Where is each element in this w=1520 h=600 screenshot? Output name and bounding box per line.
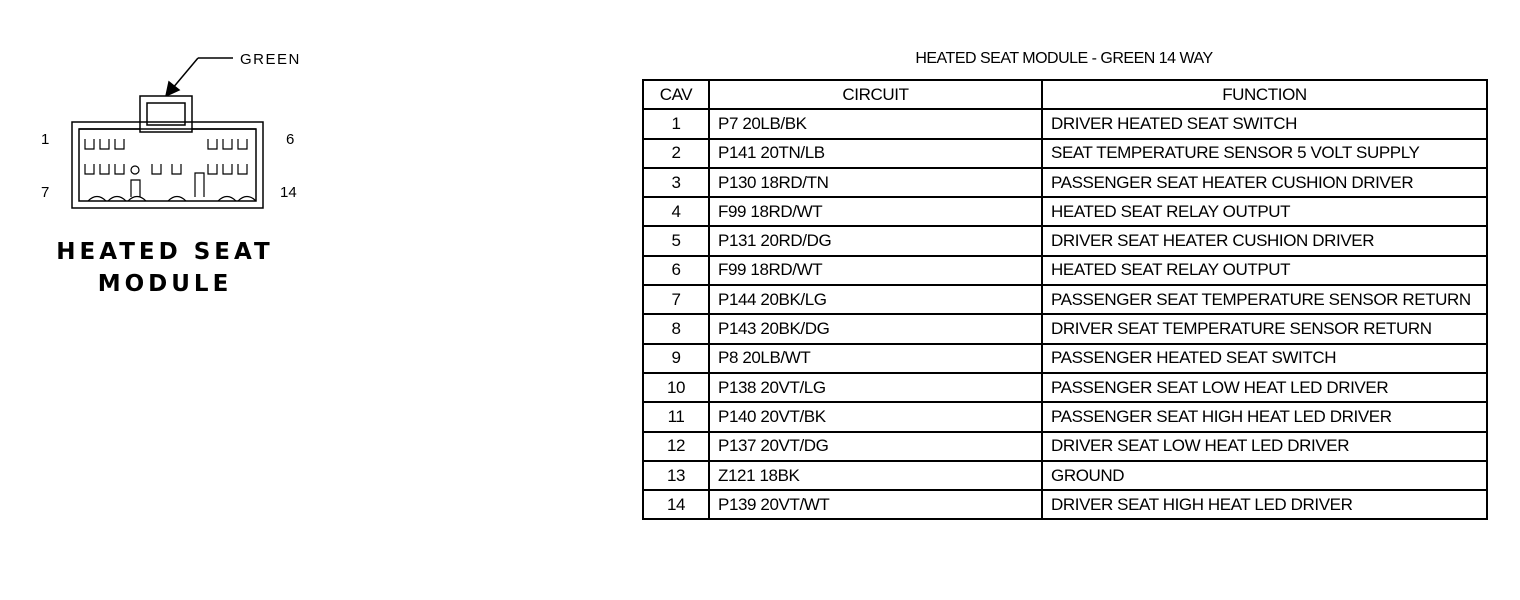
table-row xyxy=(643,373,1487,402)
table-row xyxy=(643,197,1487,226)
table-row xyxy=(643,256,1487,285)
cav-cell: 8 xyxy=(643,314,709,343)
module-title-line1: HEATED SEAT xyxy=(56,239,274,265)
key-post xyxy=(131,180,140,197)
terminal-cavity xyxy=(208,139,217,149)
cav-cell: 11 xyxy=(643,402,709,431)
key-post xyxy=(195,173,204,197)
cav-cell: 13 xyxy=(643,461,709,490)
terminal-cavity xyxy=(115,164,124,174)
function-cell: DRIVER SEAT HIGH HEAT LED DRIVER xyxy=(1042,490,1487,519)
cav-cell: 4 xyxy=(643,197,709,226)
terminal-cavity xyxy=(172,164,181,174)
table-row xyxy=(643,461,1487,490)
header-cav: CAV xyxy=(643,80,709,109)
terminal-cavity xyxy=(223,139,232,149)
table-row xyxy=(643,109,1487,138)
function-cell: DRIVER SEAT TEMPERATURE SENSOR RETURN xyxy=(1042,314,1487,343)
cav-cell: 9 xyxy=(643,344,709,373)
circuit-cell: P143 20BK/DG xyxy=(709,314,1042,343)
terminal-cavity xyxy=(208,164,217,174)
connector-latch xyxy=(140,96,192,132)
function-cell: HEATED SEAT RELAY OUTPUT xyxy=(1042,197,1487,226)
function-cell: PASSENGER SEAT TEMPERATURE SENSOR RETURN xyxy=(1042,285,1487,314)
table-row xyxy=(643,490,1487,519)
table-title: HEATED SEAT MODULE - GREEN 14 WAY xyxy=(915,50,1213,67)
circuit-cell: P138 20VT/LG xyxy=(709,373,1042,402)
pinout-table xyxy=(642,79,1488,520)
table-row xyxy=(643,285,1487,314)
table-row xyxy=(643,344,1487,373)
table-header-row xyxy=(643,80,1487,109)
function-cell: PASSENGER SEAT HIGH HEAT LED DRIVER xyxy=(1042,402,1487,431)
function-cell: DRIVER HEATED SEAT SWITCH xyxy=(1042,109,1487,138)
function-cell: GROUND xyxy=(1042,461,1487,490)
green-leader-arrow xyxy=(166,58,233,96)
cav-cell: 12 xyxy=(643,432,709,461)
circuit-cell: Z121 18BK xyxy=(709,461,1042,490)
cav-cell: 5 xyxy=(643,226,709,255)
circuit-cell: F99 18RD/WT xyxy=(709,197,1042,226)
terminal-cavity xyxy=(152,164,161,174)
table-row xyxy=(643,226,1487,255)
table-row xyxy=(643,432,1487,461)
circuit-cell: P141 20TN/LB xyxy=(709,139,1042,168)
pin-label-1: 1 xyxy=(41,131,50,148)
function-cell: DRIVER SEAT HEATER CUSHION DRIVER xyxy=(1042,226,1487,255)
cav-cell: 6 xyxy=(643,256,709,285)
connector-body xyxy=(72,122,263,208)
pin-label-6: 6 xyxy=(286,131,295,148)
cav-cell: 1 xyxy=(643,109,709,138)
terminal-cavity xyxy=(238,164,247,174)
function-cell: PASSENGER SEAT LOW HEAT LED DRIVER xyxy=(1042,373,1487,402)
cav-cell: 14 xyxy=(643,490,709,519)
function-cell: PASSENGER SEAT HEATER CUSHION DRIVER xyxy=(1042,168,1487,197)
function-cell: HEATED SEAT RELAY OUTPUT xyxy=(1042,256,1487,285)
cav-cell: 2 xyxy=(643,139,709,168)
connector-pins xyxy=(85,139,256,201)
terminal-cavity xyxy=(85,139,94,149)
circuit-cell: P140 20VT/BK xyxy=(709,402,1042,431)
circuit-cell: P130 18RD/TN xyxy=(709,168,1042,197)
function-cell: PASSENGER HEATED SEAT SWITCH xyxy=(1042,344,1487,373)
table-row xyxy=(643,139,1487,168)
table-row xyxy=(643,402,1487,431)
terminal-cavity xyxy=(223,164,232,174)
circuit-cell: F99 18RD/WT xyxy=(709,256,1042,285)
circuit-cell: P137 20VT/DG xyxy=(709,432,1042,461)
terminal-cavity xyxy=(115,139,124,149)
function-cell: DRIVER SEAT LOW HEAT LED DRIVER xyxy=(1042,432,1487,461)
terminal-cavity xyxy=(85,164,94,174)
table-row xyxy=(643,314,1487,343)
table-row xyxy=(643,168,1487,197)
circuit-cell: P144 20BK/LG xyxy=(709,285,1042,314)
polarity-hole xyxy=(131,166,139,174)
terminal-cavity xyxy=(238,139,247,149)
header-circuit: CIRCUIT xyxy=(709,80,1042,109)
cav-cell: 7 xyxy=(643,285,709,314)
terminal-cavity xyxy=(100,139,109,149)
circuit-cell: P8 20LB/WT xyxy=(709,344,1042,373)
function-cell: SEAT TEMPERATURE SENSOR 5 VOLT SUPPLY xyxy=(1042,139,1487,168)
circuit-cell: P139 20VT/WT xyxy=(709,490,1042,519)
cav-cell: 10 xyxy=(643,373,709,402)
circuit-cell: P131 20RD/DG xyxy=(709,226,1042,255)
header-function: FUNCTION xyxy=(1042,80,1487,109)
cav-cell: 3 xyxy=(643,168,709,197)
circuit-cell: P7 20LB/BK xyxy=(709,109,1042,138)
module-title-line2: MODULE xyxy=(97,271,233,297)
pin-label-14: 14 xyxy=(280,184,297,201)
pin-label-7: 7 xyxy=(41,184,50,201)
connector-color-label: GREEN xyxy=(240,51,301,68)
connector-diagram xyxy=(0,0,330,230)
terminal-cavity xyxy=(100,164,109,174)
